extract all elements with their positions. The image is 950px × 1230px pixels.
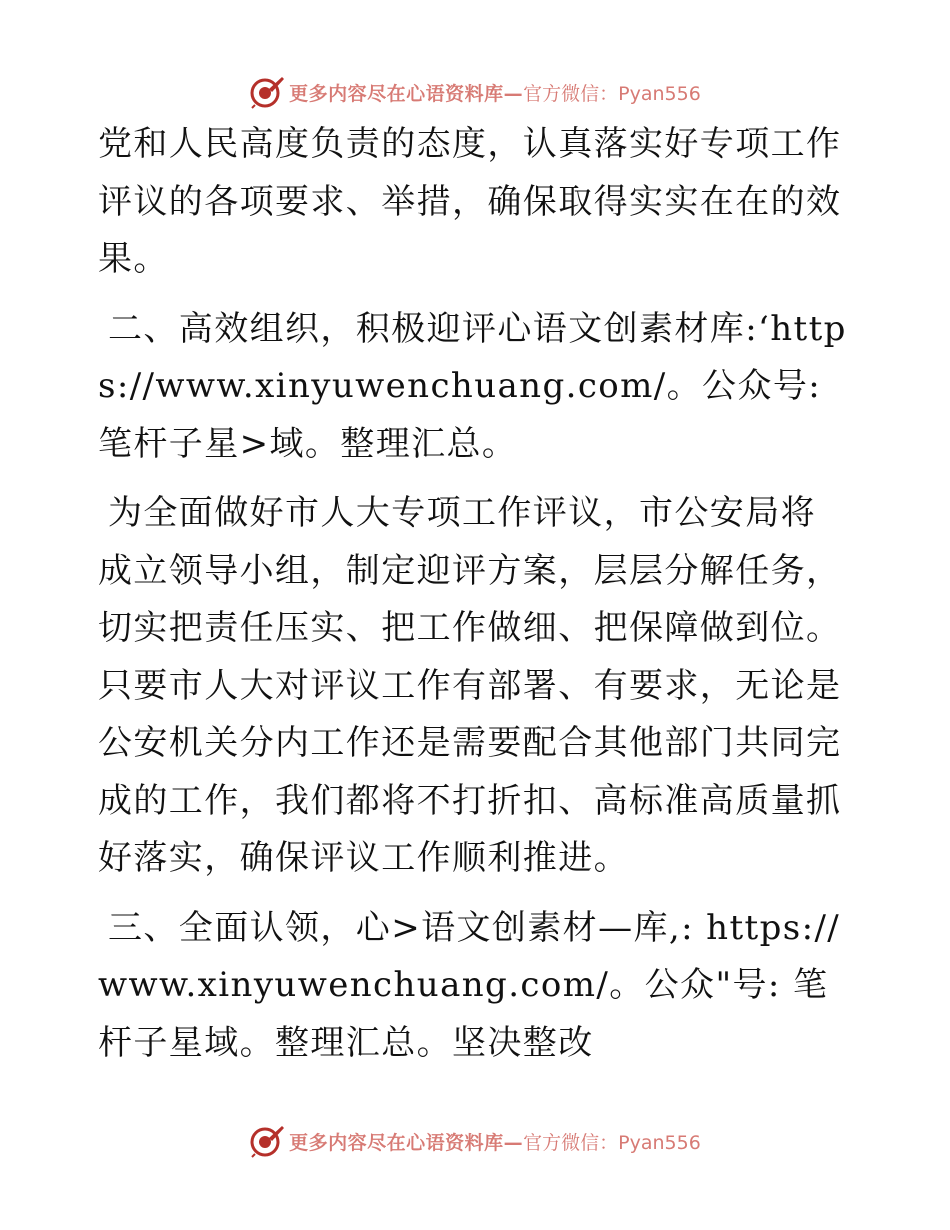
- footer-banner-text: 更多内容尽在心语资料库—: [289, 1131, 524, 1154]
- red-pen-emblem-icon: [249, 74, 285, 110]
- document-body: [98, 116, 848, 1084]
- paragraph-4: 三、全面认领，心>语文创素材—库,: https://www.xinyuwenchuang.com/。公众"号: 笔杆子星域。整理汇总。坚决整改: [98, 907, 841, 1063]
- header-banner-wechat: 官方微信：Pyan556: [523, 82, 701, 105]
- paragraph-2: 二、高效组织，积极迎评心语文创素材库:‘https://www.xinyuwenchuang.com/。公众号: 笔杆子星>域。整理汇总。: [98, 308, 847, 464]
- paragraph-1: 党和人民高度负责的态度，认真落实好专项工作评议的各项要求、举措，确保取得实实在在的效果。: [98, 124, 842, 279]
- header-banner-text: 更多内容尽在心语资料库—: [289, 82, 524, 105]
- footer-banner: [0, 1121, 950, 1161]
- red-pen-emblem-icon: [249, 1123, 285, 1159]
- paragraph-3: 为全面做好市人大专项工作评议，市公安局将成立领导小组，制定迎评方案，层层分解任务，切实把责任压实、把工作做细、把保障做到位。只要市人大对评议工作有部署、有要求，无论是公安机关分内工作还是需要配合其他部门共同完成的工作，我们都将不打折扣、高标准高质量抓好落实，确保评议工作顺利推进。: [98, 493, 842, 878]
- header-banner: [0, 72, 950, 112]
- footer-banner-wechat: 官方微信：Pyan556: [523, 1131, 701, 1154]
